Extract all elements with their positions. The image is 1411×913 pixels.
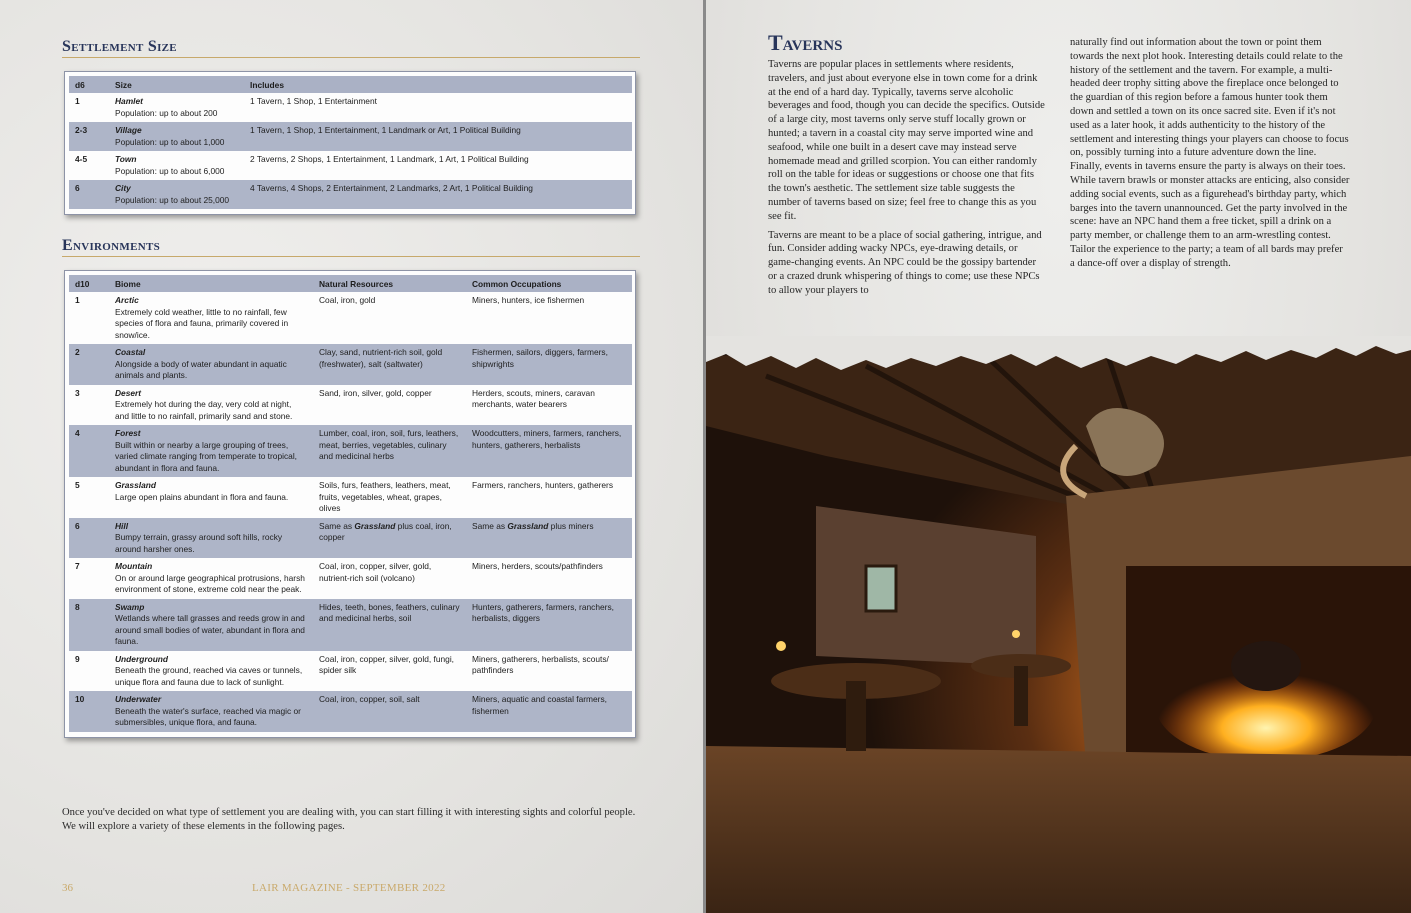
- table-row: [69, 651, 632, 692]
- size-cell: [109, 93, 244, 122]
- resources-cell: Lumber, coal, iron, soil, furs, leathers, meat, berries, vegetables, culinary and medicinal herbs: [313, 425, 466, 477]
- column-header: d10: [69, 275, 109, 292]
- biome-cell: [109, 651, 313, 692]
- roll-cell: 5: [75, 480, 80, 490]
- page-number: 36: [62, 882, 73, 894]
- biome-description: Large open plains abundant in flora and fauna.: [115, 491, 289, 502]
- biome-name: Underwater: [115, 694, 162, 704]
- biome-cell: [109, 344, 313, 385]
- resources-prefix: Same as: [319, 520, 355, 531]
- roll-cell: 2: [69, 344, 109, 385]
- biome-name: Swamp: [115, 601, 145, 612]
- table-header-row: [69, 76, 632, 93]
- population-text: Population: up to about 6,000: [115, 165, 225, 176]
- biome-name: Arctic: [115, 295, 139, 305]
- occupations-cell: Miners, aquatic and coastal farmers, fishermen: [466, 691, 632, 732]
- occupations-cell: Fishermen, sailors, diggers, farmers, shipwrights: [466, 344, 632, 385]
- roll-cell: 2-3: [69, 122, 109, 151]
- resources-cell: Hides, teeth, bones, feathers, culinary and medicinal herbs, soil: [313, 599, 466, 651]
- biome-description: Beneath the water's surface, reached via magic or submersibles, unique flora, and fauna.: [115, 705, 301, 727]
- biome-description: Extremely cold weather, little to no rainfall, few species of flora and fauna, primarily covered in snow/ice.: [115, 306, 289, 340]
- roll-cell: 7: [75, 561, 80, 571]
- table-row: [69, 599, 632, 651]
- table-row: [69, 691, 632, 732]
- resources-cell: [313, 518, 466, 559]
- roll-cell: 9: [75, 653, 80, 664]
- biome-name: Mountain: [115, 561, 153, 571]
- resources-cell: Coal, iron, gold: [319, 295, 376, 305]
- biome-name: Desert: [115, 387, 142, 398]
- biome-description: On or around large geographical protrusions, harsh environment of stone, extreme cold near the peak.: [115, 572, 305, 594]
- taverns-column-2: [1070, 36, 1350, 276]
- biome-cell: [109, 518, 313, 559]
- table-header-row: [69, 275, 632, 292]
- biome-description: Alongside a body of water abundant in aquatic animals and plants.: [115, 358, 287, 380]
- biome-name: Grassland: [115, 480, 156, 490]
- includes-cell: 1 Tavern, 1 Shop, 1 Entertainment: [250, 96, 377, 106]
- table-row: [69, 292, 632, 344]
- size-cell: [109, 122, 244, 151]
- resources-cell: Coal, iron, copper, soil, salt: [313, 691, 466, 732]
- table-row: [69, 93, 632, 122]
- environments-table-box: [64, 270, 636, 738]
- environments-table: [69, 275, 632, 732]
- column-header: Includes: [244, 76, 632, 93]
- includes-cell: 4 Taverns, 4 Shops, 2 Entertainment, 2 Landmarks, 2 Art, 1 Political Building: [244, 180, 632, 209]
- table-row: [69, 518, 632, 559]
- occupations-cell: Miners, herders, scouts/pathfinders: [472, 561, 603, 571]
- biome-cell: [109, 385, 313, 426]
- biome-description: Beneath the ground, reached via caves or tunnels, unique flora and fauna due to lack of sunlight.: [115, 665, 303, 687]
- roll-cell: 1: [75, 295, 80, 305]
- roll-cell: 4-5: [75, 154, 88, 164]
- roll-cell: 3: [75, 387, 80, 398]
- column-header: Natural Resources: [313, 275, 466, 292]
- table-row: [69, 385, 632, 426]
- table-row: [69, 558, 632, 599]
- tavern-interior-illustration: [706, 336, 1411, 913]
- resources-cell: Coal, iron, copper, silver, gold, fungi, spider silk: [319, 653, 455, 675]
- table-row: [69, 151, 632, 180]
- settlement-size-heading: Settlement Size: [62, 38, 640, 58]
- occupations-prefix: Same as: [472, 520, 508, 531]
- biome-name: Hill: [115, 520, 129, 531]
- biome-description: Built within or nearby a large grouping of trees, varied climate ranging from temperate to tropical, abundant in flora and fauna.: [115, 439, 298, 473]
- magazine-footer: LAIR MAGAZINE - SEPTEMBER 2022: [252, 882, 446, 894]
- resources-reference: Grassland: [354, 520, 396, 531]
- occupations-cell: Miners, hunters, ice fishermen: [472, 295, 585, 305]
- biome-cell: [109, 691, 313, 732]
- occupations-cell: Miners, gatherers, herbalists, scouts/ pathfinders: [472, 653, 609, 675]
- column-header: Size: [109, 76, 244, 93]
- size-cell: [109, 151, 244, 180]
- table-row: [69, 180, 632, 209]
- biome-name: Coastal: [115, 347, 146, 357]
- roll-cell: 10: [69, 691, 109, 732]
- resources-suffix: plus coal, iron, copper: [319, 520, 452, 542]
- occupations-cell: Hunters, gatherers, farmers, ranchers, herbalists, diggers: [466, 599, 632, 651]
- occupations-cell: [466, 518, 632, 559]
- taverns-column-1: [768, 58, 1046, 303]
- population-text: Population: up to about 1,000: [115, 136, 225, 147]
- occupations-suffix: plus miners: [548, 520, 594, 531]
- occupations-cell: Herders, scouts, miners, caravan merchants, water bearers: [472, 387, 595, 409]
- resources-cell: Clay, sand, nutrient-rich soil, gold (freshwater), salt (saltwater): [313, 344, 466, 385]
- includes-cell: 2 Taverns, 2 Shops, 1 Entertainment, 1 Landmark, 1 Art, 1 Political Building: [250, 154, 529, 164]
- biome-cell: [109, 292, 313, 344]
- settlement-size-table-box: [64, 71, 636, 215]
- taverns-heading: Taverns: [768, 30, 843, 55]
- size-name: City: [115, 183, 131, 193]
- taverns-paragraph-1: Taverns are popular places in settlements where residents, travelers, and just about everyone else in town come for a drink at the end of a hard day. Typically, taverns serve alcoholic beverages and food, though you can decide the specifics. Outside of a large city, most taverns only serve stuff locally grown or hunted; a tavern in a coastal city may serve imported wine and seafood, while one built in a desert cave may instead serve homemade mead and grilled scorpion. You can either randomly roll on the table for ideas or suggestions or choose one that fits the town's aesthetic. The settlement size table suggests the number of taverns based on size; feel free to change this as you see fit.: [768, 59, 1045, 222]
- resources-cell: Sand, iron, silver, gold, copper: [319, 387, 432, 398]
- column-header: Biome: [109, 275, 313, 292]
- biome-cell: [109, 558, 313, 599]
- taverns-paragraph-2: Taverns are meant to be a place of social gathering, intrigue, and fun. Consider adding wacky NPCs, eye-drawing details, or game-changing events. An NPC could be the gossipy bartender or a crazed drunk whispering of things to come; use these NPCs to allow your players to: [768, 229, 1042, 296]
- biome-name: Forest: [115, 428, 141, 438]
- size-name: Town: [115, 154, 137, 164]
- column-header: Common Occupations: [466, 275, 632, 292]
- roll-cell: 8: [69, 599, 109, 651]
- resources-cell: Coal, iron, copper, silver, gold, nutrient-rich soil (volcano): [319, 561, 432, 583]
- table-row: [69, 122, 632, 151]
- taverns-paragraph-3: naturally find out information about the town or point them towards the next plot hook. Interesting details could relate to the history of the settlement and the tavern. For example, a multi-headed deer trophy sitting above the fireplace once belonged to the guardian of this region before a famous hunter took them down and settled a town on its once sacred site. Even if it's not used as a later hook, it adds authenticity to the history of the settlement and interesting things your players can choose to focus on, possibly turning into a future adventure down the line. Finally, events in taverns ensure the party is always on their toes. While tavern brawls or monster attacks are enticing, also consider adding social events, such as a figurehead's birthday party, which barges into the tavern unannounced. Get the party involved in the scene: have an NPC hand them a free ticket, spill a drink on a party member, or challenge them to an arm-wrestling contest. Tailor the experience to the party; a team of all bards may prefer a dance-off over a display of strength.: [1070, 37, 1350, 269]
- closing-paragraph: Once you've decided on what type of settlement you are dealing with, you can start filling it with interesting sights and colorful people. We will explore a variety of these elements in the following pages.: [62, 807, 636, 832]
- roll-cell: 1: [75, 96, 80, 106]
- occupations-cell: Woodcutters, miners, farmers, ranchers, hunters, gatherers, herbalists: [466, 425, 632, 477]
- table-row: [69, 425, 632, 477]
- column-header: d6: [69, 76, 109, 93]
- environments-heading: Environments: [62, 237, 640, 257]
- size-cell: [109, 180, 244, 209]
- biome-description: Extremely hot during the day, very cold at night, and little to no rainfall, primarily sand and stone.: [115, 399, 293, 421]
- occupations-reference: Grassland: [507, 520, 549, 531]
- population-text: Population: up to about 200: [115, 107, 218, 118]
- biome-cell: [109, 599, 313, 651]
- roll-cell: 4: [69, 425, 109, 477]
- biome-cell: [109, 477, 313, 518]
- biome-description: Wetlands where tall grasses and reeds grow in and around small bodies of water, abundant in flora and fauna.: [115, 613, 305, 646]
- roll-cell: 6: [69, 518, 109, 559]
- occupations-cell: Farmers, ranchers, hunters, gatherers: [472, 480, 614, 490]
- roll-cell: 6: [69, 180, 109, 209]
- size-name: Hamlet: [115, 96, 143, 106]
- settlement-size-table: [69, 76, 632, 209]
- table-row: [69, 344, 632, 385]
- biome-cell: [109, 425, 313, 477]
- size-name: Village: [115, 125, 142, 135]
- biome-description: Bumpy terrain, grassy around soft hills, rocky around harsher ones.: [115, 532, 283, 554]
- table-row: [69, 477, 632, 518]
- includes-cell: 1 Tavern, 1 Shop, 1 Entertainment, 1 Landmark or Art, 1 Political Building: [244, 122, 632, 151]
- resources-cell: Soils, furs, feathers, leathers, meat, fruits, vegetables, wheat, grapes, olives: [319, 480, 451, 513]
- biome-name: Underground: [115, 653, 169, 664]
- population-text: Population: up to about 25,000: [115, 194, 230, 205]
